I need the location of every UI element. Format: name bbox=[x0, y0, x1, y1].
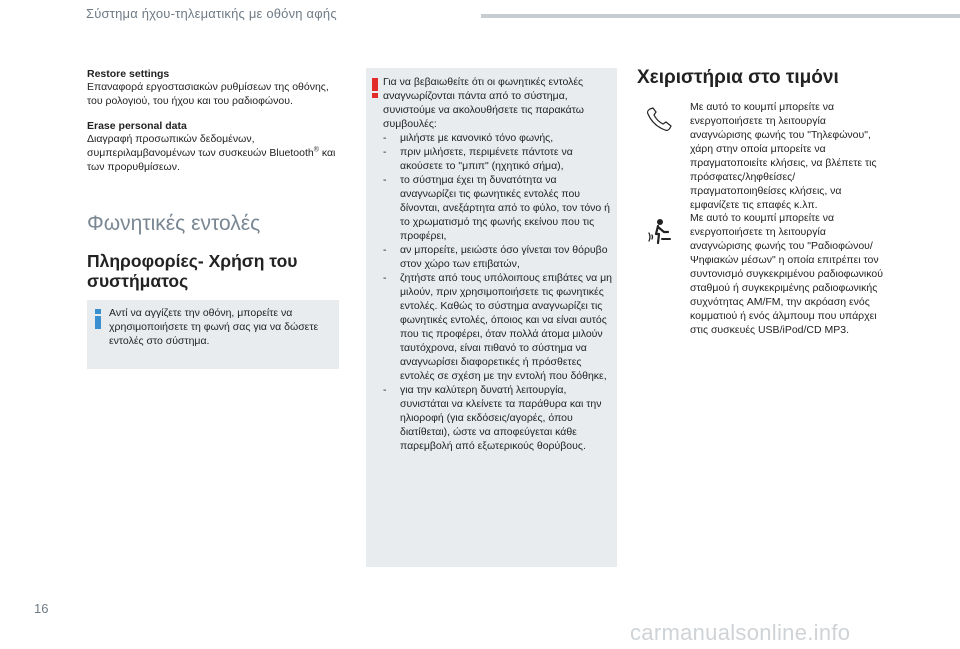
control-description: Με αυτό το κουμπί μπορείτε να ενεργοποιήσετε τη λειτουργία αναγνώρισης φωνής του "Τηλεφώνου", χάρη στην οποία μπορείτε να πραγματοποιείτε κλήσεις, να βλέπετε τις πρόσφατες/ληφθείσες/πραγματοποιηθείσες κλήσεις, να εμφανίζετε τις επαφές κ.λπ. bbox=[690, 101, 877, 211]
info-text: Αντί να αγγίζετε την οθόνη, μπορείτε να χρησιμοποιήσετε τη φωνή σας για να δώσετε εντολές στο σύστημα. bbox=[109, 307, 319, 347]
header-rule bbox=[481, 14, 960, 18]
phone-icon bbox=[645, 106, 675, 134]
setting-title: Restore settings bbox=[87, 68, 170, 80]
control-item-voice bbox=[637, 211, 887, 341]
list-item: - πριν μιλήσετε, περιμένετε πάντοτε να ακούσετε το "μπιπ" (ηχητικό σήμα), bbox=[383, 145, 613, 173]
control-item-phone bbox=[637, 100, 887, 210]
section-heading: Φωνητικές εντολές bbox=[87, 212, 261, 235]
warning-content bbox=[383, 75, 613, 453]
warning-list bbox=[383, 131, 613, 453]
setting-description bbox=[87, 132, 339, 174]
watermark: carmanualsonline.info bbox=[630, 620, 851, 645]
setting-title: Erase personal data bbox=[87, 120, 187, 132]
running-header-title: Σύστημα ήχου-τηλεματικής με οθόνη αφής bbox=[86, 6, 337, 21]
info-note bbox=[87, 300, 339, 369]
list-item: - ζητήστε από τους υπόλοιπους επιβάτες να μη μιλούν, πριν χρησιμοποιήσετε τις φωνητικές εντολές. Καθώς το σύστημα αναγνωρίζει τις φωνητικές εντολές, όποιος και να είναι αυτός που τις προφέρει, όταν πολλά άτομα μιλούν ταυτόχρονα, είναι πιθανό το σύστημα να αναγνωρίσει διαφορετικές ή πρόσθετες εντολές σε σχέση με την εντολή που δόθηκε, bbox=[383, 271, 613, 383]
list-item: - για την καλύτερη δυνατή λειτουργία, συνιστάται να κλείνετε τα παράθυρα και την ηλιοροφή (για εκδόσεις/αγορές, όπου διατίθεται), ώστε να αποφεύγεται κάθε παρεμβολή από εξωτερικούς θορύβους. bbox=[383, 383, 613, 453]
control-description: Με αυτό το κουμπί μπορείτε να ενεργοποιήσετε τη λειτουργία αναγνώρισης φωνής του "Ραδιοφώνου/Ψηφιακών μέσων" η οποία επιτρέπει τον συντονισμό συγκεκριμένου ραδιοφωνικού σταθμού ή συγκεκριμένης ραδιοφωνικής συχνότητας AM/FM, την ακρόαση ενός κομματιού ή ενός άλμπουμ που υπάρχει στις συσκευές USB/iPod/CD MP3. bbox=[690, 212, 883, 336]
voice-command-icon bbox=[645, 217, 675, 245]
warning-note bbox=[366, 68, 617, 567]
info-icon bbox=[94, 309, 102, 329]
sub-heading: Πληροφορίες- Χρήση του συστήματος bbox=[87, 251, 298, 291]
setting-erase bbox=[87, 120, 339, 174]
list-item: - το σύστημα έχει τη δυνατότητα να αναγνωρίζει τις φωνητικές εντολές που δίνονται, ανεξάρτητα από το φύλο, τον τόνο ή το χρωματισμό της φωνής εκείνου που τις προφέρει, bbox=[383, 173, 613, 243]
steering-controls-heading: Χειριστήρια στο τιμόνι bbox=[637, 67, 839, 88]
warning-icon bbox=[371, 78, 379, 98]
setting-restore bbox=[87, 68, 339, 108]
setting-description-text-end: και των προρυθμίσεων. bbox=[87, 147, 336, 173]
registered-mark: ® bbox=[313, 146, 319, 154]
warning-intro: Για να βεβαιωθείτε ότι οι φωνητικές εντολές αναγνωρίζονται πάντα από το σύστημα, συνιστούμε να ακολουθήσετε τις παρακάτω συμβουλές: bbox=[383, 76, 584, 130]
list-item: - αν μπορείτε, μειώστε όσο γίνεται τον θόρυβο στον χώρο των επιβατών, bbox=[383, 243, 613, 271]
setting-description-text: Διαγραφή προσωπικών δεδομένων, συμπεριλαμβανομένων των συσκευών Bluetooth bbox=[87, 133, 314, 159]
setting-description: Επαναφορά εργοστασιακών ρυθμίσεων της οθόνης, του ρολογιού, του ήχου και του ραδιοφώνου. bbox=[87, 81, 329, 107]
list-item: - μιλήστε με κανονικό τόνο φωνής, bbox=[383, 131, 613, 145]
page-number: 16 bbox=[34, 601, 49, 616]
settings-list bbox=[87, 68, 339, 186]
